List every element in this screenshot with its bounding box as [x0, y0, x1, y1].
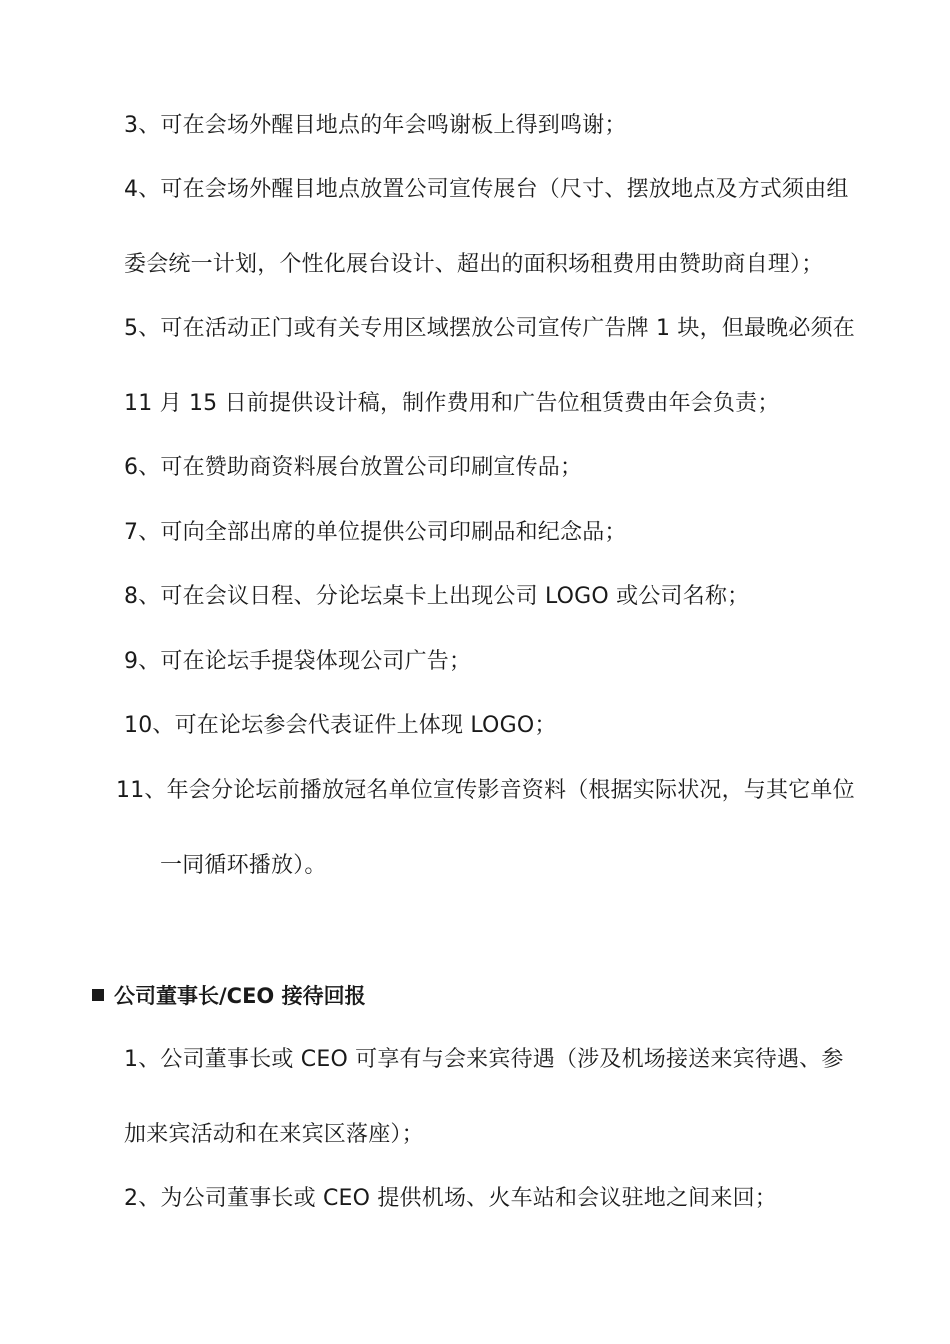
benefit-item-4-continued: 委会统一计划，个性化展台设计、超出的面积场租费用由赞助商自理）；	[124, 252, 824, 277]
benefit-item-11-continued: 一同循环播放）。	[160, 853, 327, 878]
benefit-item-8: 8、可在会议日程、分论坛桌卡上出现公司 LOGO 或公司名称；	[124, 584, 750, 609]
benefit-item-9: 9、可在论坛手提袋体现公司广告；	[124, 649, 472, 674]
section-heading-text: 公司董事长/CEO 接待回报	[114, 984, 366, 1008]
ceo-benefit-item-1: 1、公司董事长或 CEO 可享有与会来宾待遇（涉及机场接送来宾待遇、参	[124, 1047, 844, 1072]
benefit-item-11: 11、年会分论坛前播放冠名单位宣传影音资料（根据实际状况，与其它单位	[116, 778, 855, 803]
ceo-benefit-item-1-continued: 加来宾活动和在来宾区落座）；	[124, 1122, 424, 1147]
benefit-item-3: 3、可在会场外醒目地点的年会鸣谢板上得到鸣谢；	[124, 113, 627, 138]
section-heading-ceo-reception	[92, 981, 366, 1011]
benefit-item-5-continued: 11 月 15 日前提供设计稿，制作费用和广告位租赁费由年会负责；	[124, 391, 780, 416]
benefit-item-7: 7、可向全部出席的单位提供公司印刷品和纪念品；	[124, 520, 627, 545]
benefit-item-5: 5、可在活动正门或有关专用区域摆放公司宣传广告牌 1 块，但最晚必须在	[124, 316, 855, 341]
benefit-item-4: 4、可在会场外醒目地点放置公司宣传展台（尺寸、摆放地点及方式须由组	[124, 177, 849, 202]
benefit-item-10: 10、可在论坛参会代表证件上体现 LOGO；	[124, 713, 557, 738]
ceo-benefit-item-2: 2、为公司董事长或 CEO 提供机场、火车站和会议驻地之间来回；	[124, 1186, 777, 1211]
benefit-item-6: 6、可在赞助商资料展台放置公司印刷宣传品；	[124, 455, 583, 480]
square-bullet-icon	[92, 989, 104, 1001]
